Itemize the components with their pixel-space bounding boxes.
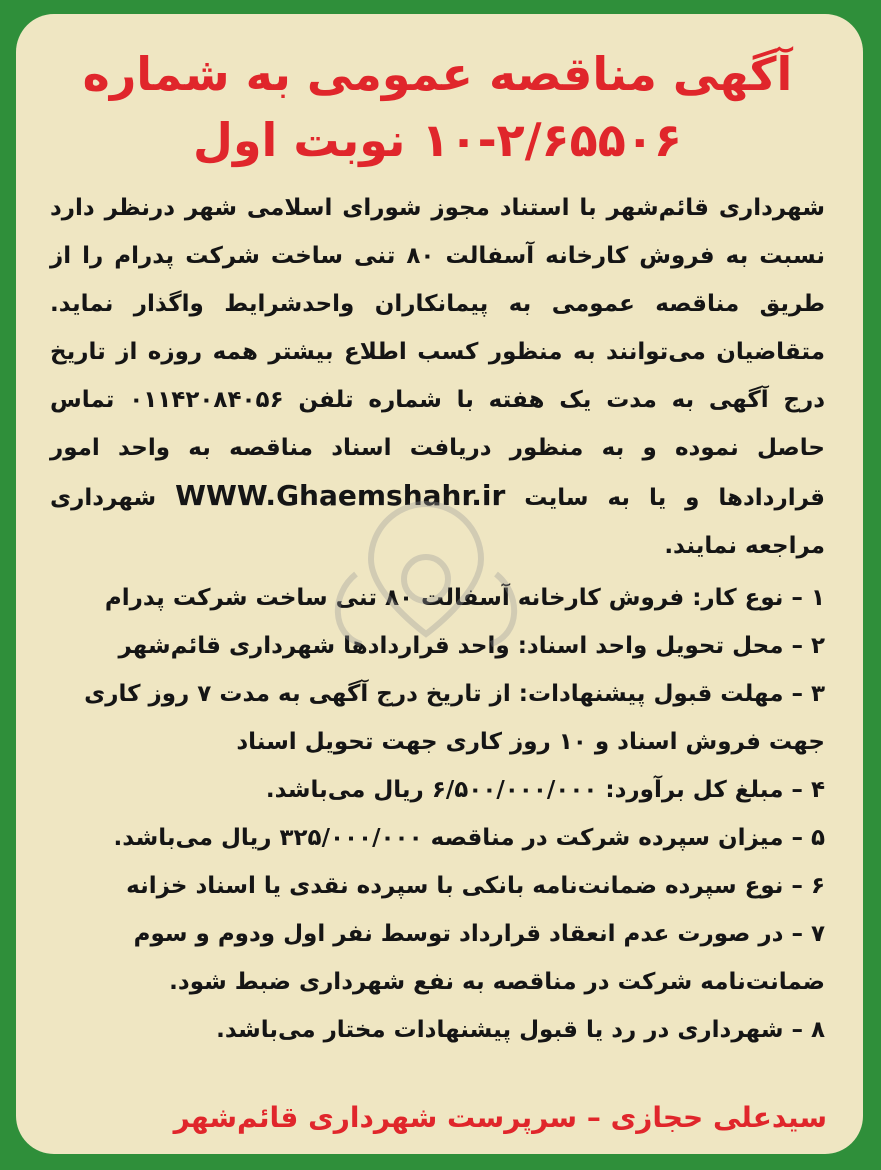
- intro-text-end: شهرداری مراجعه نمایند.: [50, 485, 825, 559]
- list-item: ۴ – مبلغ کل برآورد: ۶/۵۰۰/۰۰۰/۰۰۰ ریال می‌باشد.: [265, 777, 825, 803]
- list-item: ۸ – شهرداری در رد یا قبول پیشنهادات مختار می‌باشد.: [216, 1017, 825, 1043]
- list-item: ۶ – نوع سپرده ضمانت‌نامه بانکی با سپرده نقدی یا اسناد خزانه: [126, 873, 825, 899]
- intro-text: شهرداری قائم‌شهر با استناد مجوز شورای اسلامی شهر درنظر دارد نسبت به فروش کارخانه آسفالت ۸۰ تنی ساخت شرکت پدرام را از طریق مناقصه عمومی به پیمانکاران واحدشرایط واگذار نماید. متقاضیان می‌توانند به منظور کسب اطلاع بیشتر همه روزه از تاریخ درج آگهی به مدت یک هفته با شماره تلفن ۰۱۱۴۲۰۸۴۰۵۶ تماس حاصل نموده و به منظور دریافت اسناد مناقصه به واحد امور قراردادها و یا به سایت: [50, 195, 826, 511]
- list-item: ۳ – مهلت قبول پیشنهادات: از تاریخ درج آگهی به مدت ۷ روز کاری جهت فروش اسناد و ۱۰ روز کاری جهت تحویل اسناد: [84, 681, 825, 755]
- website-link[interactable]: WWW.Ghaemshahr.ir: [175, 479, 506, 512]
- conditions-list: [50, 574, 825, 1054]
- notice-signature: سیدعلی حجازی – سرپرست شهرداری قائم‌شهر: [173, 1101, 827, 1134]
- notice-title-line2: ۱۰-۲/۶۵۵۰۶ نوبت اول: [193, 113, 682, 167]
- notice-paper: [16, 14, 863, 1154]
- list-item: ۵ – میزان سپرده شرکت در مناقصه ۳۲۵/۰۰۰/۰۰۰ ریال می‌باشد.: [113, 825, 825, 851]
- notice-title-line1: آگهی مناقصه عمومی به شماره: [82, 47, 793, 101]
- notice-intro-paragraph: [50, 184, 825, 570]
- notice-title: [50, 44, 825, 170]
- list-item: ۲ – محل تحویل واحد اسناد: واحد قراردادها شهرداری قائم‌شهر: [118, 633, 825, 659]
- notice-body: [50, 184, 825, 570]
- list-item: ۷ – در صورت عدم انعقاد قرارداد توسط نفر اول ودوم و سوم ضمانت‌نامه شرکت در مناقصه به نفع شهرداری ضبط شود.: [133, 921, 825, 995]
- list-item: ۱ – نوع کار: فروش کارخانه آسفالت ۸۰ تنی ساخت شرکت پدرام: [104, 585, 825, 611]
